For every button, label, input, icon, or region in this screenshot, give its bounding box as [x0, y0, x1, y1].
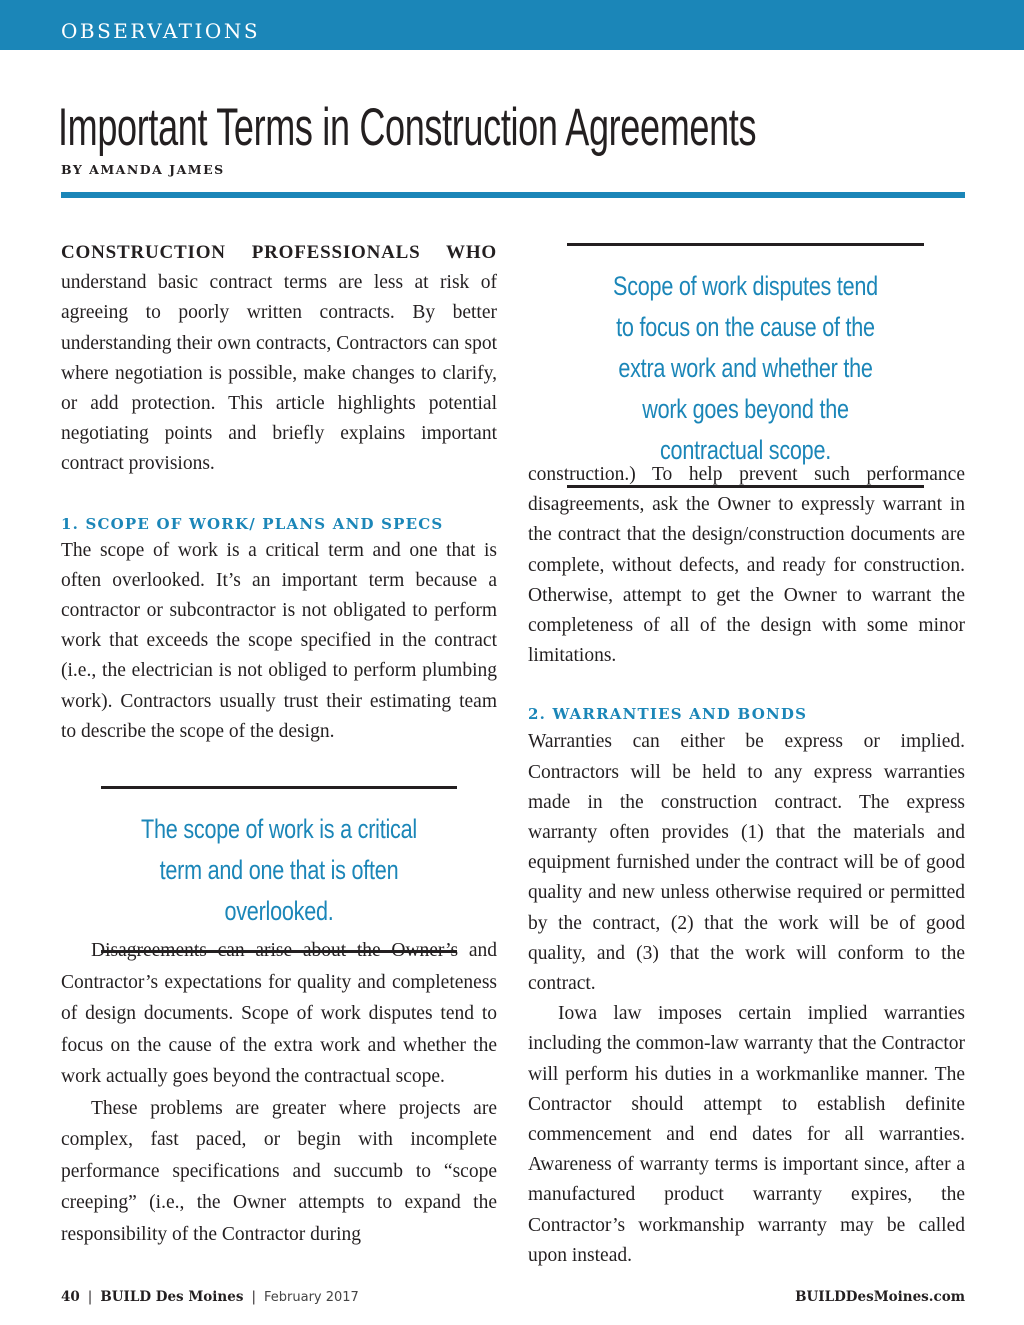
section2-paragraph-1: Warranties can either be express or implied. Contractors will be held to any express warranties made in the construction contract. The express warranty often provides (1) that the materials and equipment furnished under the contract will be of good quality and new unless otherwise required or permitted by the contract, (2) that the work will be of good quality, and (3) that the work will conform to the contract.: [528, 731, 965, 995]
section-heading-warranties: 2. WARRANTIES AND BONDS: [528, 705, 808, 724]
left-column: [61, 238, 497, 747]
pull-quote-scope: [101, 786, 457, 953]
pull-quote-text: The scope of work is a critical term and one that is often overlooked.: [141, 814, 417, 926]
website-link[interactable]: BUILDDesMoines.com: [795, 1289, 965, 1305]
page-number: 40: [61, 1289, 80, 1305]
footer-separator: |: [251, 1289, 256, 1305]
article-byline: BY AMANDA JAMES: [61, 162, 225, 177]
section-label: OBSERVATIONS: [61, 19, 261, 43]
left-column-continued: [61, 935, 497, 1250]
pull-quote-text: Scope of work disputes tend to focus on the cause of the extra work and whether the work goes beyond the contractual scope.: [613, 271, 878, 465]
page-footer-left: [61, 1288, 359, 1307]
intro-lead-in: CONSTRUCTION PROFESSIONALS WHO: [61, 242, 497, 263]
publication-name: BUILD Des Moines: [100, 1289, 244, 1305]
section1-paragraph-3: These problems are greater where projects are complex, fast paced, or begin with incomplete performance specifications and succumb to “scope creeping” (i.e., the Owner attempts to expand the responsibility of the Contractor during: [61, 1097, 497, 1245]
article-title: Important Terms in Construction Agreements: [58, 98, 757, 157]
issue-date: February 2017: [264, 1290, 359, 1305]
section-heading-scope-of-work: 1. SCOPE OF WORK/ PLANS AND SPECS: [61, 514, 444, 533]
section1-paragraph-3-continued: construction.) To help prevent such performance disagreements, ask the Owner to expressly warrant in the contract that the design/construction documents are complete, without defects, and ready for construction. Otherwise, attempt to get the Owner to warrant the completeness of all of the design with some minor limitations.: [528, 464, 965, 667]
intro-paragraph: [61, 238, 497, 480]
footer-separator: |: [87, 1289, 93, 1305]
right-column: [528, 460, 965, 1271]
intro-text: understand basic contract terms are less at risk of agreeing to poorly written contracts. By better understanding their own contracts, Contractors can spot where negotiation is possible, make changes to clarify, or add protection. This article highlights potential negotiating points and briefly explains important contract provisions.: [61, 272, 497, 475]
section1-paragraph-1: The scope of work is a critical term and one that is often overlooked. It’s an important term because a contractor or subcontractor is not obligated to perform work that exceeds the scope specified in the contract (i.e., the electrician is not obliged to perform plumbing work). Contractors usually trust their estimating team to describe the scope of the design.: [61, 539, 497, 742]
title-divider: [61, 192, 965, 198]
pull-quote-disputes: [567, 243, 924, 488]
section2-paragraph-2: Iowa law imposes certain implied warranties including the common-law warranty that the Contractor will perform his duties in a workmanlike manner. The Contractor should attempt to establish definite commencement and end dates for all warranties. Awareness of warranty terms is important since, after a manufactured product warranty expires, the Contractor’s workmanship warranty may be called upon instead.: [528, 1003, 965, 1266]
section1-paragraph-2: Disagreements can arise about the Owner’s and Contractor’s expectations for quality and completeness of design documents. Scope of work disputes tend to focus on the cause of the extra work and whether the work actually goes beyond the contractual scope.: [61, 940, 497, 1087]
